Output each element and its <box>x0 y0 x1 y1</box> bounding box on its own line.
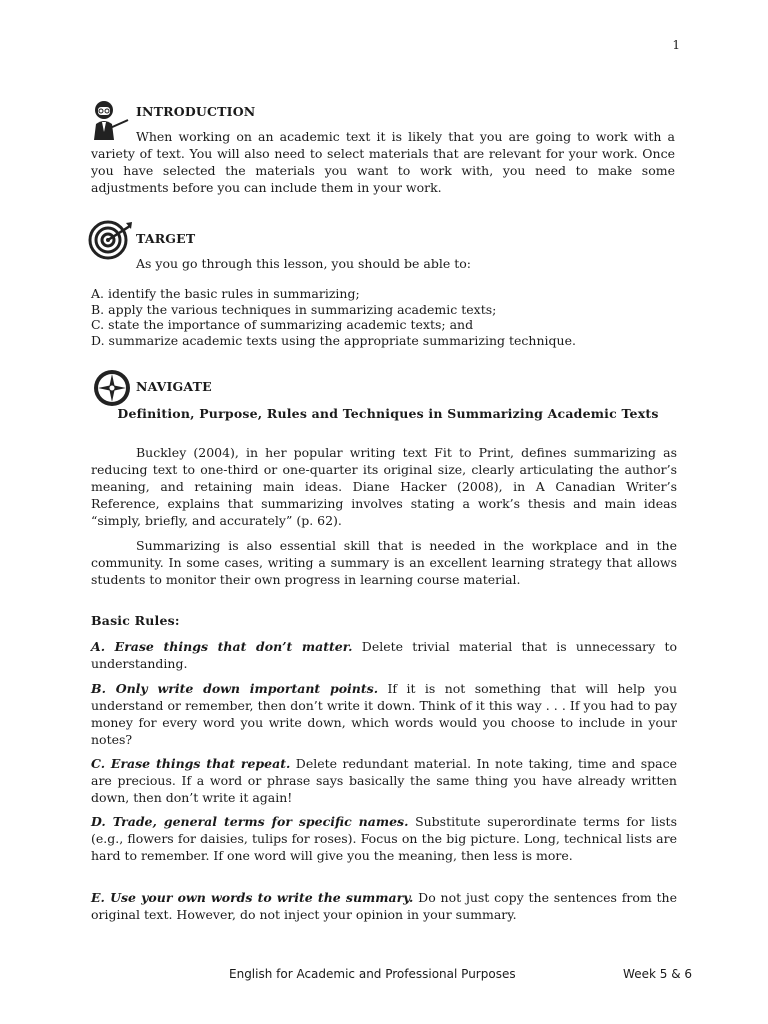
rule-c <box>91 755 677 806</box>
rule-d <box>91 813 677 864</box>
navigate-heading: NAVIGATE <box>136 379 212 394</box>
footer-course: English for Academic and Professional Purposes <box>229 967 516 981</box>
introduction-paragraph: When working on an academic text it is likely that you are going to work with a variety of text. You will also need to select materials that are relevant for your work. Once you have selected the materials you want to work with, you need to make some adjustments before you can include them in your work. <box>91 129 675 195</box>
lesson-title: Definition, Purpose, Rules and Techniques in Summarizing Academic Texts <box>117 406 659 421</box>
page-number: 1 <box>672 38 680 52</box>
target-icon <box>88 220 134 260</box>
rule-title: E. Use your own words to write the summary. <box>91 890 414 905</box>
target-heading: TARGET <box>136 231 196 246</box>
objective-item: B. apply the various techniques in summarizing academic texts; <box>91 301 497 317</box>
rule-e <box>91 889 677 923</box>
footer-week: Week 5 & 6 <box>623 967 692 981</box>
rule-b <box>91 680 677 748</box>
navigate-paragraph-1: Buckley (2004), in her popular writing text Fit to Print, defines summarizing as reducing text to one-third or one-quarter its original size, clearly articulating the author’s meaning, and retaining main ideas. Diane Hacker (2008), in A Canadian Writer’s Reference, explains that summarizing involves stating a work’s thesis and main ideas “simply, briefly, and accurately” (p. 62). <box>91 445 677 528</box>
basic-rules-heading: Basic Rules: <box>91 613 180 628</box>
compass-icon <box>92 368 134 408</box>
rule-title: C. Erase things that repeat. <box>91 756 291 771</box>
introduction-heading: INTRODUCTION <box>136 104 256 119</box>
objectives-list <box>91 286 581 348</box>
objective-item: C. state the importance of summarizing academic texts; and <box>91 317 474 332</box>
rule-title: B. Only write down important points. <box>91 681 379 696</box>
rule-text: Substitute superordinate terms for lists (e.g., flowers for daisies, tulips for roses). Focus on the big picture. Long, technical lists are hard to remember. If one word will give you the meaning, then less is more. <box>91 814 677 863</box>
rule-text: Do not just copy the sentences from the original text. However, do not inject your opinion in your summary. <box>91 890 677 922</box>
rule-title: A. Erase things that don’t matter. <box>91 639 353 654</box>
rule-text: Delete redundant material. In note taking, time and space are precious. If a word or phrase says basically the same thing you have already written down, then don’t write it again! <box>91 756 678 805</box>
rule-text: If it is not something that will help you understand or remember, then don’t write it down. Think of it this way . . . If you had to pay money for every word you write down, which words would you choose to include in your notes? <box>91 681 677 747</box>
objective-item: D. summarize academic texts using the appropriate summarizing technique. <box>91 332 576 348</box>
rule-title: D. Trade, general terms for specific names. <box>91 814 409 829</box>
objective-item: A. identify the basic rules in summarizing; <box>91 286 360 301</box>
rule-text: Delete trivial material that is unnecessary to understanding. <box>91 639 677 671</box>
rule-a <box>91 638 677 672</box>
target-lead: As you go through this lesson, you should be able to: <box>136 256 471 271</box>
navigate-paragraph-2: Summarizing is also essential skill that is needed in the workplace and in the community. In some cases, writing a summary is an excellent learning strategy that allows students to monitor their own progress in learning course material. <box>91 538 677 587</box>
